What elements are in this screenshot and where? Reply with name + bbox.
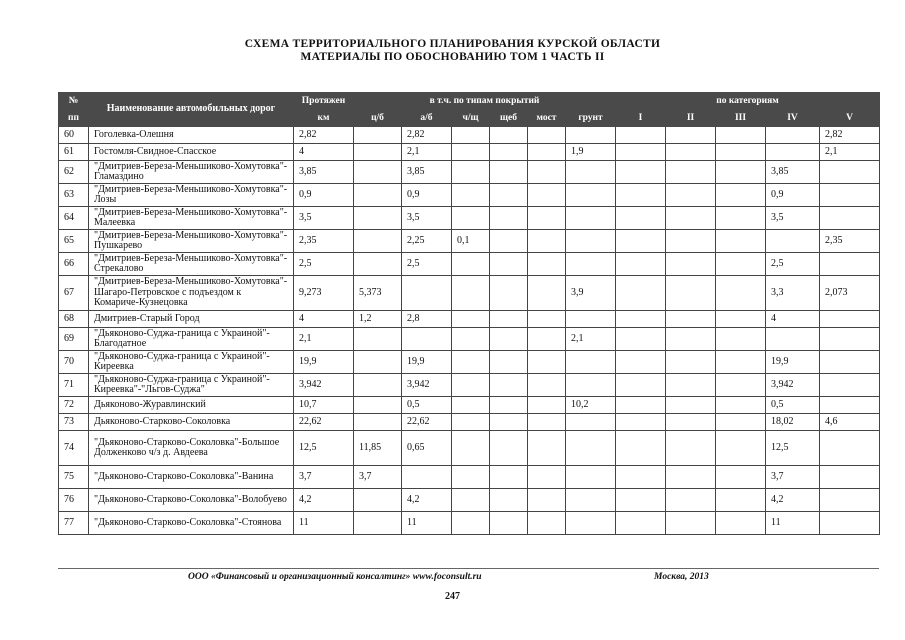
cell-c4: 3,942 (766, 374, 820, 397)
cell-most (528, 276, 566, 311)
cell-c3 (716, 161, 766, 184)
cell-chsh (452, 161, 490, 184)
cell-km: 4 (294, 144, 354, 161)
cell-km: 4,2 (294, 489, 354, 512)
cell-c5 (820, 207, 880, 230)
cell-ab: 2,82 (402, 127, 452, 144)
cell-scheb (490, 374, 528, 397)
cell-n: 76 (59, 489, 89, 512)
cell-scheb (490, 351, 528, 374)
cell-grunt (566, 253, 616, 276)
cell-grunt (566, 311, 616, 328)
cell-c2 (666, 161, 716, 184)
cell-ab: 11 (402, 512, 452, 535)
cell-scheb (490, 253, 528, 276)
header-length-top: Протяжен (294, 93, 354, 110)
cell-c5: 2,1 (820, 144, 880, 161)
cell-c4 (766, 328, 820, 351)
cell-grunt (566, 414, 616, 431)
cell-c1 (616, 351, 666, 374)
cell-chsh (452, 512, 490, 535)
table-row (59, 253, 880, 276)
cell-ab: 3,85 (402, 161, 452, 184)
cell-c4: 3,85 (766, 161, 820, 184)
cell-c5 (820, 184, 880, 207)
table-row (59, 311, 880, 328)
cell-n: 66 (59, 253, 89, 276)
cell-most (528, 397, 566, 414)
header-number-bottom: пп (59, 110, 89, 127)
cell-c5 (820, 351, 880, 374)
cell-c1 (616, 144, 666, 161)
header-road-name: Наименование автомобильных дорог (89, 93, 294, 127)
cell-scheb (490, 414, 528, 431)
cell-name: "Дьяконово-Суджа-граница с Украиной"-Киреевка (89, 351, 294, 374)
cell-n: 70 (59, 351, 89, 374)
cell-c4: 3,5 (766, 207, 820, 230)
cell-cb (354, 127, 402, 144)
table-row (59, 161, 880, 184)
cell-name: "Дьяконово-Старково-Соколовка"-Стоянова (89, 512, 294, 535)
cell-cb (354, 184, 402, 207)
cell-ab: 3,5 (402, 207, 452, 230)
cell-ab: 0,5 (402, 397, 452, 414)
cell-most (528, 230, 566, 253)
cell-name: "Дмитриев-Береза-Меньшиково-Хомутовка"-Лозы (89, 184, 294, 207)
cell-grunt (566, 512, 616, 535)
cell-c2 (666, 184, 716, 207)
cell-c2 (666, 230, 716, 253)
cell-c5 (820, 328, 880, 351)
cell-c3 (716, 230, 766, 253)
cell-scheb (490, 127, 528, 144)
cell-n: 62 (59, 161, 89, 184)
cell-c2 (666, 466, 716, 489)
table-row (59, 431, 880, 466)
footer-divider (58, 568, 879, 569)
cell-km: 22,62 (294, 414, 354, 431)
cell-ab: 3,942 (402, 374, 452, 397)
cell-ab (402, 328, 452, 351)
cell-c4: 4,2 (766, 489, 820, 512)
table-body (59, 127, 880, 535)
cell-c3 (716, 127, 766, 144)
cell-c1 (616, 466, 666, 489)
cell-n: 74 (59, 431, 89, 466)
cell-chsh (452, 276, 490, 311)
cell-c4: 2,5 (766, 253, 820, 276)
cell-ab (402, 466, 452, 489)
cell-cb (354, 161, 402, 184)
cell-most (528, 207, 566, 230)
cell-chsh (452, 351, 490, 374)
header-surface-ab: а/б (402, 110, 452, 127)
cell-c4: 0,9 (766, 184, 820, 207)
cell-c3 (716, 489, 766, 512)
cell-name: "Дмитриев-Береза-Меньшиково-Хомутовка"-Стрекалово (89, 253, 294, 276)
cell-name: "Дмитриев-Береза-Меньшиково-Хомутовка"-Гламаздино (89, 161, 294, 184)
table-row (59, 276, 880, 311)
cell-c1 (616, 184, 666, 207)
table-row (59, 207, 880, 230)
table-row (59, 489, 880, 512)
cell-km: 10,7 (294, 397, 354, 414)
cell-c5 (820, 253, 880, 276)
cell-c4 (766, 230, 820, 253)
cell-most (528, 414, 566, 431)
cell-name: Гоголевка-Олешня (89, 127, 294, 144)
cell-most (528, 127, 566, 144)
cell-name: "Дьяконово-Суджа-граница с Украиной"-Киреевка"-"Льгов-Суджа" (89, 374, 294, 397)
cell-c5: 2,35 (820, 230, 880, 253)
cell-n: 72 (59, 397, 89, 414)
cell-cb (354, 144, 402, 161)
cell-c4: 4 (766, 311, 820, 328)
cell-c2 (666, 512, 716, 535)
cell-name: "Дьяконово-Старково-Соколовка"-Ванина (89, 466, 294, 489)
cell-cb (354, 351, 402, 374)
cell-c5 (820, 311, 880, 328)
roads-table (58, 92, 880, 535)
title-line-1: СХЕМА ТЕРРИТОРИАЛЬНОГО ПЛАНИРОВАНИЯ КУРСКОЙ ОБЛАСТИ (244, 38, 661, 50)
cell-scheb (490, 512, 528, 535)
cell-c3 (716, 512, 766, 535)
cell-c3 (716, 311, 766, 328)
page-number: 247 (445, 591, 460, 602)
cell-cb (354, 253, 402, 276)
cell-n: 63 (59, 184, 89, 207)
cell-cb (354, 512, 402, 535)
cell-c5 (820, 512, 880, 535)
cell-grunt (566, 489, 616, 512)
cell-c4: 0,5 (766, 397, 820, 414)
cell-name: Дьяконово-Журавлинский (89, 397, 294, 414)
cell-cb (354, 207, 402, 230)
cell-grunt (566, 351, 616, 374)
cell-n: 61 (59, 144, 89, 161)
cell-c3 (716, 466, 766, 489)
cell-c5: 2,82 (820, 127, 880, 144)
document-title (0, 38, 905, 64)
cell-c5: 4,6 (820, 414, 880, 431)
header-category-4: IV (766, 110, 820, 127)
cell-name: "Дмитриев-Береза-Меньшиково-Хомутовка"-Пушкарево (89, 230, 294, 253)
cell-most (528, 161, 566, 184)
cell-scheb (490, 431, 528, 466)
cell-ab: 0,9 (402, 184, 452, 207)
cell-most (528, 431, 566, 466)
cell-c1 (616, 253, 666, 276)
cell-grunt (566, 207, 616, 230)
cell-chsh (452, 207, 490, 230)
cell-n: 77 (59, 512, 89, 535)
cell-c4: 3,7 (766, 466, 820, 489)
cell-c4 (766, 127, 820, 144)
cell-chsh (452, 253, 490, 276)
cell-c4 (766, 144, 820, 161)
header-category-5: V (820, 110, 880, 127)
cell-grunt: 10,2 (566, 397, 616, 414)
cell-c3 (716, 431, 766, 466)
cell-c1 (616, 276, 666, 311)
cell-c3 (716, 351, 766, 374)
cell-c3 (716, 184, 766, 207)
cell-most (528, 253, 566, 276)
cell-n: 71 (59, 374, 89, 397)
cell-km: 2,35 (294, 230, 354, 253)
cell-name: "Дмитриев-Береза-Меньшиково-Хомутовка"-Шагаро-Петровское с подъездом к Комаричe-Кузнецовка (89, 276, 294, 311)
cell-c1 (616, 207, 666, 230)
cell-c2 (666, 351, 716, 374)
header-surface-group: в т.ч. по типам покрытий (354, 93, 616, 110)
cell-km: 19,9 (294, 351, 354, 374)
cell-most (528, 512, 566, 535)
cell-grunt: 3,9 (566, 276, 616, 311)
cell-scheb (490, 144, 528, 161)
table-row (59, 184, 880, 207)
table-row (59, 414, 880, 431)
cell-name: "Дьяконово-Старково-Соколовка"-Большое Долженково ч/з д. Авдеева (89, 431, 294, 466)
cell-scheb (490, 207, 528, 230)
cell-grunt (566, 374, 616, 397)
cell-c3 (716, 397, 766, 414)
cell-cb: 1,2 (354, 311, 402, 328)
cell-km: 9,273 (294, 276, 354, 311)
cell-c3 (716, 276, 766, 311)
cell-c5 (820, 466, 880, 489)
cell-cb: 3,7 (354, 466, 402, 489)
cell-most (528, 184, 566, 207)
header-category-3: III (716, 110, 766, 127)
cell-c2 (666, 489, 716, 512)
cell-c2 (666, 276, 716, 311)
cell-most (528, 144, 566, 161)
title-line-2: МАТЕРИАЛЫ ПО ОБОСНОВАНИЮ ТОМ 1 ЧАСТЬ II (300, 51, 605, 63)
cell-cb (354, 374, 402, 397)
cell-n: 68 (59, 311, 89, 328)
cell-chsh (452, 144, 490, 161)
cell-name: Дьяконово-Старково-Соколовка (89, 414, 294, 431)
cell-c1 (616, 431, 666, 466)
cell-scheb (490, 184, 528, 207)
header-surface-most: мост (528, 110, 566, 127)
cell-chsh (452, 127, 490, 144)
cell-chsh (452, 466, 490, 489)
header-surface-cb: ц/б (354, 110, 402, 127)
cell-grunt (566, 431, 616, 466)
header-category-1: I (616, 110, 666, 127)
cell-c1 (616, 161, 666, 184)
cell-c1 (616, 414, 666, 431)
cell-scheb (490, 230, 528, 253)
cell-most (528, 311, 566, 328)
cell-km: 0,9 (294, 184, 354, 207)
cell-chsh (452, 489, 490, 512)
cell-c4: 11 (766, 512, 820, 535)
cell-c3 (716, 374, 766, 397)
cell-cb: 11,85 (354, 431, 402, 466)
cell-chsh (452, 414, 490, 431)
cell-grunt (566, 466, 616, 489)
cell-c3 (716, 144, 766, 161)
cell-c3 (716, 253, 766, 276)
cell-c5 (820, 489, 880, 512)
footer-city-year: Москва, 2013 (654, 572, 709, 582)
cell-most (528, 351, 566, 374)
cell-cb (354, 230, 402, 253)
cell-c3 (716, 328, 766, 351)
cell-cb (354, 489, 402, 512)
cell-c2 (666, 328, 716, 351)
cell-ab: 22,62 (402, 414, 452, 431)
cell-c4: 12,5 (766, 431, 820, 466)
cell-scheb (490, 489, 528, 512)
cell-c1 (616, 230, 666, 253)
cell-c4: 18,02 (766, 414, 820, 431)
cell-ab: 2,1 (402, 144, 452, 161)
table-row (59, 512, 880, 535)
cell-c3 (716, 207, 766, 230)
cell-km: 3,5 (294, 207, 354, 230)
cell-most (528, 466, 566, 489)
cell-c1 (616, 397, 666, 414)
header-categories-group: по категориям (616, 93, 880, 110)
table-header (59, 93, 880, 127)
cell-c5 (820, 431, 880, 466)
cell-grunt (566, 184, 616, 207)
cell-scheb (490, 397, 528, 414)
cell-c2 (666, 207, 716, 230)
cell-c2 (666, 431, 716, 466)
cell-km: 3,942 (294, 374, 354, 397)
cell-name: "Дьяконово-Суджа-граница с Украиной"-Благодатное (89, 328, 294, 351)
header-length-bottom: км (294, 110, 354, 127)
cell-chsh (452, 184, 490, 207)
cell-km: 12,5 (294, 431, 354, 466)
cell-name: "Дьяконово-Старково-Соколовка"-Волобуево (89, 489, 294, 512)
cell-c5: 2,073 (820, 276, 880, 311)
table-row (59, 328, 880, 351)
header-surface-chsh: ч/щ (452, 110, 490, 127)
cell-c1 (616, 374, 666, 397)
cell-km: 2,1 (294, 328, 354, 351)
cell-c5 (820, 397, 880, 414)
cell-cb: 5,373 (354, 276, 402, 311)
cell-name: Гостомля-Свидное-Спасское (89, 144, 294, 161)
cell-ab: 0,65 (402, 431, 452, 466)
cell-c2 (666, 414, 716, 431)
cell-most (528, 328, 566, 351)
cell-km: 3,7 (294, 466, 354, 489)
cell-most (528, 374, 566, 397)
cell-c2 (666, 253, 716, 276)
cell-cb (354, 397, 402, 414)
cell-km: 3,85 (294, 161, 354, 184)
cell-cb (354, 414, 402, 431)
table-row (59, 351, 880, 374)
table-row (59, 397, 880, 414)
cell-c2 (666, 374, 716, 397)
cell-km: 4 (294, 311, 354, 328)
cell-grunt (566, 127, 616, 144)
cell-grunt (566, 230, 616, 253)
cell-scheb (490, 161, 528, 184)
cell-scheb (490, 276, 528, 311)
cell-c1 (616, 328, 666, 351)
header-surface-scheb: щеб (490, 110, 528, 127)
cell-ab: 19,9 (402, 351, 452, 374)
cell-n: 65 (59, 230, 89, 253)
table-row (59, 230, 880, 253)
cell-chsh (452, 311, 490, 328)
cell-ab: 2,8 (402, 311, 452, 328)
cell-c2 (666, 311, 716, 328)
cell-km: 2,5 (294, 253, 354, 276)
cell-c2 (666, 397, 716, 414)
cell-n: 67 (59, 276, 89, 311)
cell-c1 (616, 512, 666, 535)
cell-n: 60 (59, 127, 89, 144)
cell-km: 11 (294, 512, 354, 535)
cell-ab: 2,25 (402, 230, 452, 253)
cell-c3 (716, 414, 766, 431)
cell-n: 64 (59, 207, 89, 230)
header-category-2: II (666, 110, 716, 127)
cell-grunt: 2,1 (566, 328, 616, 351)
cell-c5 (820, 374, 880, 397)
cell-n: 75 (59, 466, 89, 489)
table-row (59, 127, 880, 144)
table-row (59, 374, 880, 397)
cell-n: 73 (59, 414, 89, 431)
cell-most (528, 489, 566, 512)
cell-ab: 2,5 (402, 253, 452, 276)
cell-c4: 19,9 (766, 351, 820, 374)
cell-ab (402, 276, 452, 311)
cell-grunt: 1,9 (566, 144, 616, 161)
cell-chsh (452, 328, 490, 351)
cell-km: 2,82 (294, 127, 354, 144)
cell-c5 (820, 161, 880, 184)
cell-chsh (452, 374, 490, 397)
cell-name: "Дмитриев-Береза-Меньшиково-Хомутовка"-Малеевка (89, 207, 294, 230)
cell-scheb (490, 466, 528, 489)
cell-chsh: 0,1 (452, 230, 490, 253)
header-number-top: № (59, 93, 89, 110)
cell-c1 (616, 311, 666, 328)
cell-name: Дмитриев-Старый Город (89, 311, 294, 328)
cell-ab: 4,2 (402, 489, 452, 512)
table-row (59, 466, 880, 489)
cell-c1 (616, 489, 666, 512)
footer-company: ООО «Финансовый и организационный консалтинг» www.foconsult.ru (188, 572, 482, 582)
cell-scheb (490, 328, 528, 351)
cell-grunt (566, 161, 616, 184)
cell-chsh (452, 431, 490, 466)
cell-n: 69 (59, 328, 89, 351)
cell-c2 (666, 144, 716, 161)
cell-c2 (666, 127, 716, 144)
cell-c1 (616, 127, 666, 144)
cell-chsh (452, 397, 490, 414)
cell-cb (354, 328, 402, 351)
header-surface-grunt: грунт (566, 110, 616, 127)
cell-c4: 3,3 (766, 276, 820, 311)
table-row (59, 144, 880, 161)
cell-scheb (490, 311, 528, 328)
